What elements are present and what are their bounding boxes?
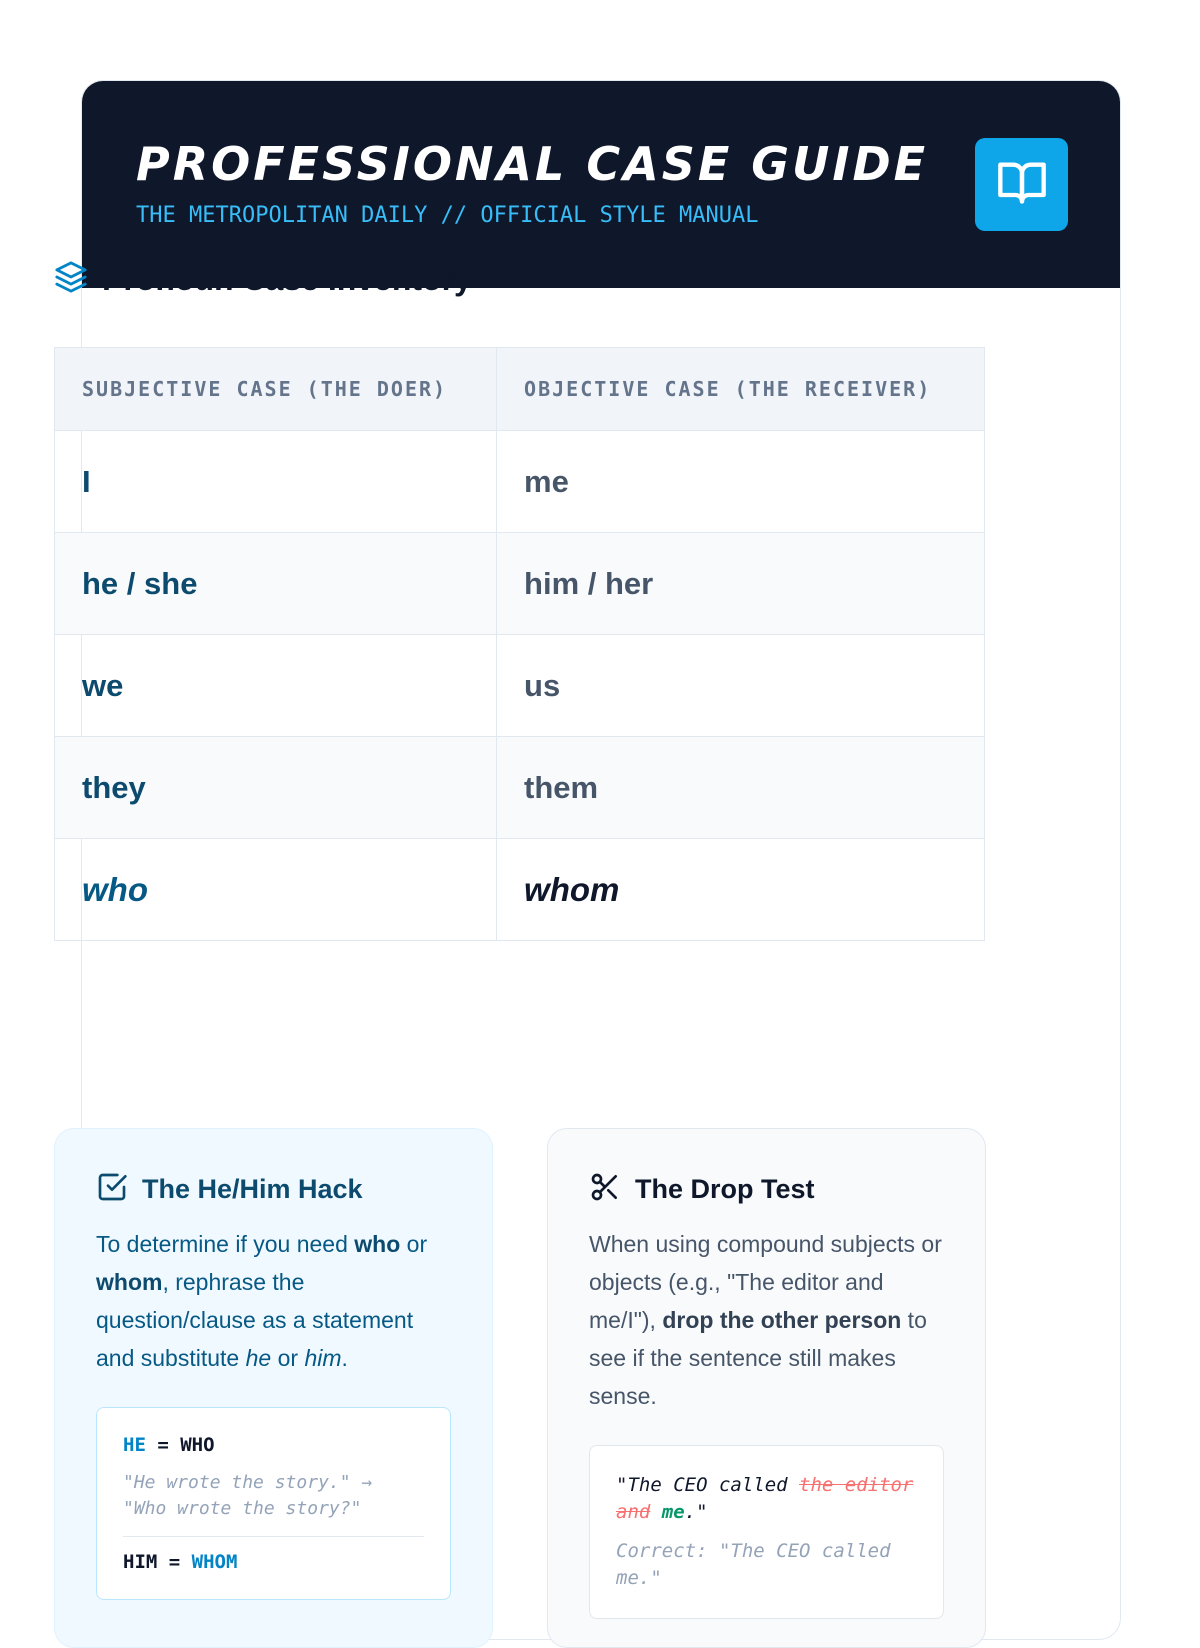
section-title: Pronoun Case Inventory	[102, 261, 472, 297]
subjective-pronoun: I	[82, 463, 91, 499]
table-row	[55, 430, 984, 532]
pronoun-table	[54, 347, 985, 941]
tip-body: To determine if you need who or whom, rephrase the question/clause as a statement and substitute he or him.	[96, 1231, 428, 1371]
subjective-pronoun: who	[82, 870, 148, 908]
book-button[interactable]	[975, 138, 1068, 231]
subjective-pronoun: he / she	[82, 565, 198, 601]
page-title: PROFESSIONAL CASE GUIDE	[136, 137, 929, 191]
objective-pronoun: him / her	[524, 565, 654, 601]
objective-pronoun: them	[524, 769, 599, 805]
objective-pronoun: whom	[524, 870, 620, 908]
table-header-row	[55, 348, 984, 430]
subjective-pronoun: they	[82, 769, 146, 805]
tip-title: The He/Him Hack	[142, 1173, 363, 1204]
subjective-pronoun: we	[82, 667, 124, 703]
tip-body: When using compound subjects or objects (e.g., "The editor and me/I"), drop the other person to see if the sentence still makes sense.	[589, 1231, 942, 1409]
correct-text: Correct: "The CEO called me."	[616, 1540, 891, 1589]
drop-example-box	[589, 1445, 944, 1619]
check-square-icon	[96, 1171, 128, 1208]
hack-example-box	[96, 1407, 451, 1600]
example-quote: "The CEO called the editor and me."	[616, 1474, 914, 1523]
column-header-objective: OBJECTIVE CASE (THE RECEIVER)	[524, 377, 932, 401]
table-row	[55, 838, 984, 940]
page-subtitle: THE METROPOLITAN DAILY // OFFICIAL STYLE MANUAL	[136, 203, 759, 228]
table-row	[55, 532, 984, 634]
inventory-heading	[54, 260, 472, 299]
header	[82, 81, 1120, 288]
objective-pronoun: us	[524, 667, 561, 703]
drop-test-card	[547, 1128, 986, 1648]
scissors-icon	[589, 1171, 621, 1208]
objective-pronoun: me	[524, 463, 569, 499]
he-him-hack-card	[54, 1128, 493, 1648]
table-row	[55, 736, 984, 838]
column-header-subjective: SUBJECTIVE CASE (THE DOER)	[82, 377, 448, 401]
code-line: HE = WHO	[123, 1434, 215, 1456]
tip-title: The Drop Test	[635, 1173, 815, 1204]
layers-icon	[54, 260, 88, 299]
code-line: HIM = WHOM	[123, 1551, 238, 1573]
table-row	[55, 634, 984, 736]
example-text: "He wrote the story." → "Who wrote the story?"	[123, 1472, 373, 1519]
book-open-icon	[996, 156, 1048, 213]
divider	[123, 1536, 424, 1537]
